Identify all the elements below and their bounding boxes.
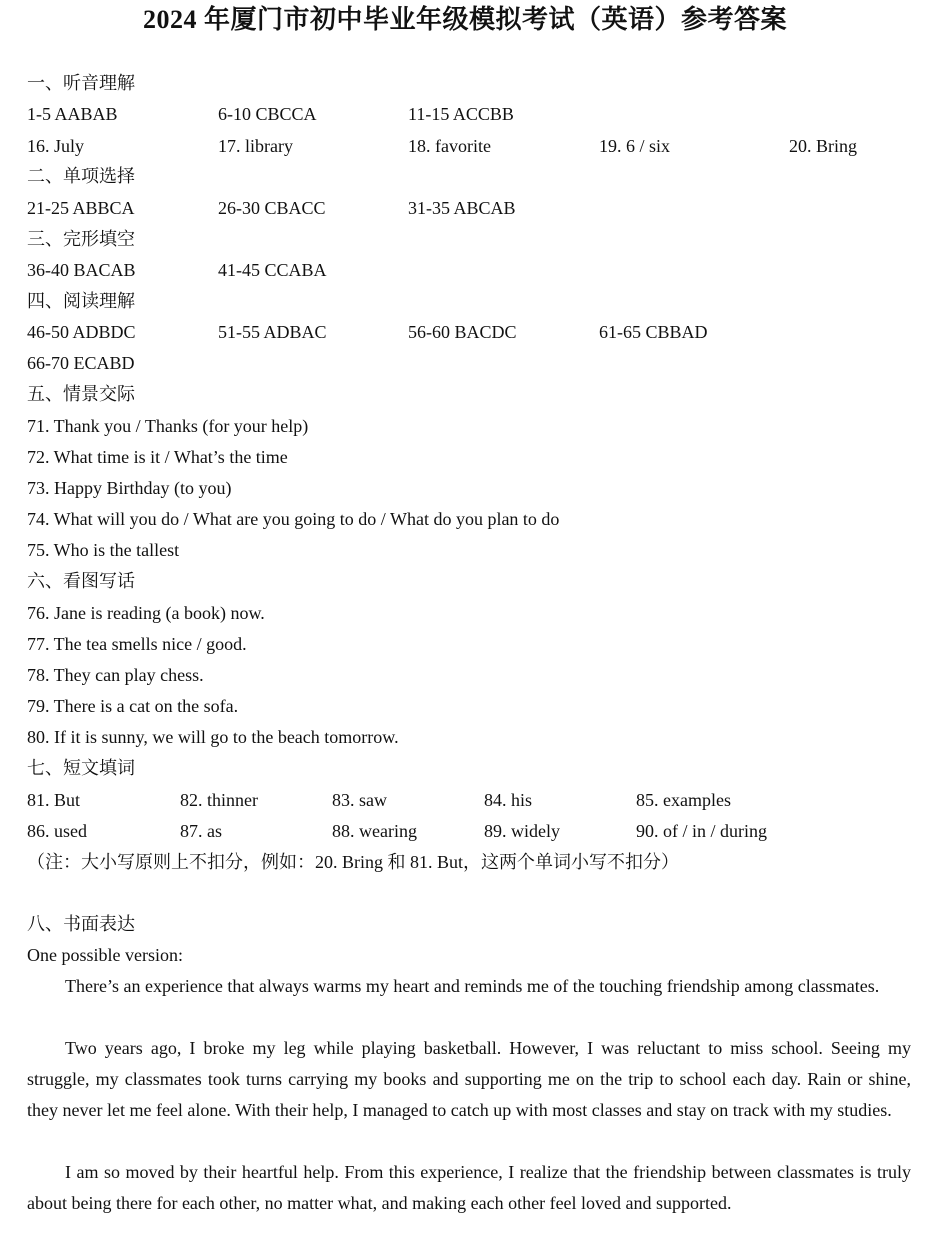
answer-cell: 81. But (27, 790, 81, 810)
answer-cell: 11-15 ACCBB (408, 104, 514, 124)
answer-cell: 66-70 ECABD (27, 353, 135, 373)
answer-line: 75. Who is the tallest (27, 540, 180, 560)
page-title: 2024 年厦门市初中毕业年级模拟考试（英语）参考答案 (142, 5, 787, 34)
section-heading-dialogue: 五、情景交际 (27, 384, 135, 404)
section-heading-picture-writing: 六、看图写话 (27, 571, 135, 591)
answer-cell: 41-45 CCABA (218, 260, 327, 280)
answer-line: 74. What will you do / What are you going to do / What do you plan to do (27, 509, 560, 529)
answer-line: 76. Jane is reading (a book) now. (27, 603, 265, 623)
answer-cell: 17. library (218, 136, 293, 156)
section-heading-reading: 四、阅读理解 (27, 291, 135, 311)
essay-paragraph: There’s an experience that always warms my heart and reminds me of the touching friendship among classmates. (65, 976, 880, 996)
answer-cell: 86. used (27, 821, 87, 841)
grading-note: （注：大小写原则上不扣分，例如：20. Bring 和 81. But，这两个单词小写不扣分） (27, 852, 680, 872)
answer-cell: 89. widely (484, 821, 560, 841)
answer-line: 72. What time is it / What’s the time (27, 447, 288, 467)
essay-paragraph: Two years ago, I broke my leg while playing basketball. However, I was reluctant to miss school. Seeing my struggle, my classmates took turns carrying my books and supporting me on the trip to school each day. Rain or shine, they never let me feel alone. With their help, I managed to catch up with most classes and stay on track with my studies. (27, 1038, 911, 1120)
answer-cell: 36-40 BACAB (27, 260, 136, 280)
answer-cell: 84. his (484, 790, 533, 810)
section-heading-cloze: 三、完形填空 (27, 229, 135, 249)
section-heading-word-filling: 七、短文填词 (27, 758, 135, 778)
answer-cell: 61-65 CBBAD (599, 322, 708, 342)
answer-cell: 51-55 ADBAC (218, 322, 327, 342)
essay-paragraph: I am so moved by their heartful help. From this experience, I realize that the friendship between classmates is truly about being there for each other, no matter what, and making each other feel loved and supported. (27, 1162, 911, 1213)
section-heading-single-choice: 二、单项选择 (27, 166, 135, 186)
answer-cell: 20. Bring (789, 136, 858, 156)
essay-intro: One possible version: (27, 945, 183, 965)
section-heading-listening: 一、听音理解 (27, 73, 135, 93)
answer-line: 79. There is a cat on the sofa. (27, 696, 239, 716)
answer-line: 78. They can play chess. (27, 665, 204, 685)
answer-line: 71. Thank you / Thanks (for your help) (27, 416, 309, 436)
answer-cell: 26-30 CBACC (218, 198, 326, 218)
answer-cell: 19. 6 / six (599, 136, 671, 156)
answer-cell: 18. favorite (408, 136, 491, 156)
answer-cell: 83. saw (332, 790, 387, 810)
answer-cell: 90. of / in / during (636, 821, 767, 841)
answer-cell: 16. July (27, 136, 85, 156)
answer-cell: 82. thinner (180, 790, 258, 810)
answer-cell: 56-60 BACDC (408, 322, 517, 342)
answer-cell: 88. wearing (332, 821, 417, 841)
answer-cell: 21-25 ABBCA (27, 198, 135, 218)
answer-cell: 85. examples (636, 790, 731, 810)
answer-cell: 6-10 CBCCA (218, 104, 317, 124)
section-heading-writing: 八、书面表达 (27, 914, 135, 934)
answer-cell: 87. as (180, 821, 222, 841)
answer-line: 73. Happy Birthday (to you) (27, 478, 232, 498)
answer-line: 80. If it is sunny, we will go to the beach tomorrow. (27, 727, 399, 747)
answer-cell: 1-5 AABAB (27, 104, 118, 124)
answer-cell: 46-50 ADBDC (27, 322, 136, 342)
answer-line: 77. The tea smells nice / good. (27, 634, 247, 654)
answer-cell: 31-35 ABCAB (408, 198, 516, 218)
